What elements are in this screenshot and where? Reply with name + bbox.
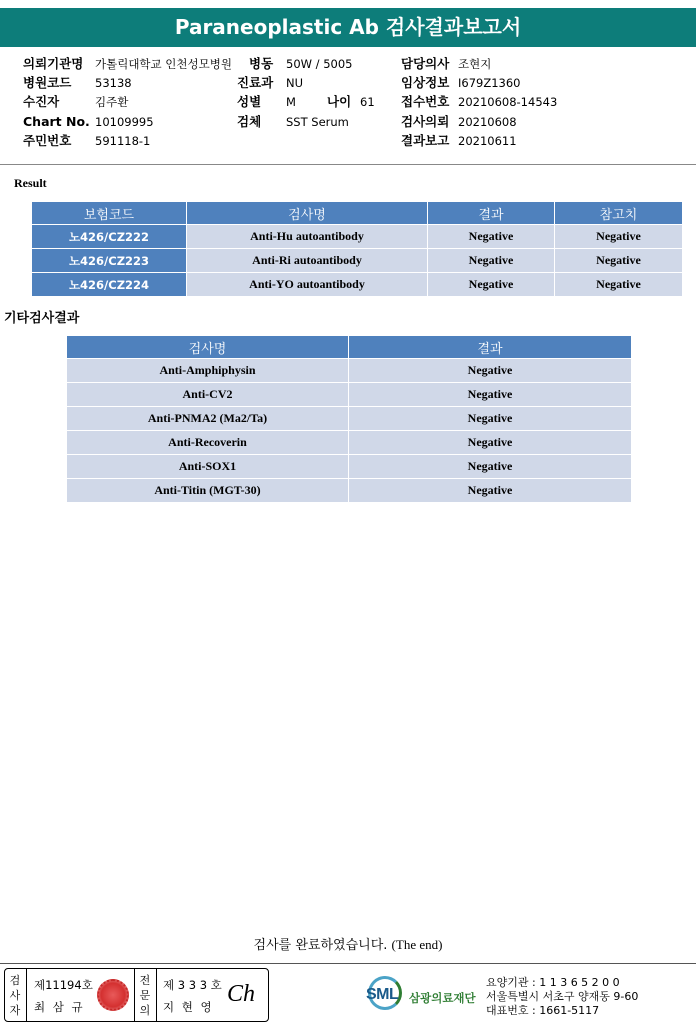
reference-value: Negative xyxy=(555,225,683,249)
report-label: 결과보고 xyxy=(401,133,450,148)
report-title: Paraneoplastic Ab 검사결과보고서 xyxy=(0,8,696,47)
other-table-header xyxy=(67,336,632,359)
other-tests-label: 기타검사결과 xyxy=(4,311,80,326)
test-name: Anti-Titin (MGT-30) xyxy=(67,479,349,503)
table-row xyxy=(67,431,632,455)
hospital-label: 의뢰기관명 xyxy=(23,56,84,71)
test-result: Negative xyxy=(349,407,632,431)
insurance-code: 노426/CZ222 xyxy=(32,225,187,249)
physician-name: 지 현 영 xyxy=(163,1000,214,1014)
lab-phone: 대표번호 : 1661-5117 xyxy=(486,1004,600,1017)
physician-label: 전문의 xyxy=(139,974,151,1017)
footer-divider xyxy=(0,963,696,964)
hospital-code-label: 병원코드 xyxy=(23,75,72,90)
result-section-label: Result xyxy=(14,176,47,190)
institution-code: 요양기관 : 1 1 3 6 5 2 0 0 xyxy=(486,976,620,989)
request-label: 검사의뢰 xyxy=(401,114,450,129)
table-row xyxy=(32,249,683,273)
test-result: Negative xyxy=(349,479,632,503)
reference-value: Negative xyxy=(555,273,683,297)
test-name: Anti-Recoverin xyxy=(67,431,349,455)
table-row xyxy=(67,455,632,479)
table-row xyxy=(67,407,632,431)
sex-value: M xyxy=(286,95,296,109)
doctor-value: 조현지 xyxy=(458,57,492,71)
column-header: 결과 xyxy=(349,336,632,359)
test-result: Negative xyxy=(349,455,632,479)
hospital-code-value: 53138 xyxy=(95,76,132,90)
id-label: 주민번호 xyxy=(23,133,72,148)
org-logo: SML xyxy=(366,986,399,1003)
other-tests-table xyxy=(66,335,632,503)
department-value: NU xyxy=(286,76,304,90)
test-result: Negative xyxy=(349,383,632,407)
column-header: 검사명 xyxy=(187,202,428,225)
org-name: 삼광의료재단 xyxy=(409,991,476,1005)
signature-box xyxy=(4,968,269,1022)
table-row xyxy=(67,479,632,503)
column-header: 결과 xyxy=(428,202,555,225)
specimen-label: 검체 xyxy=(237,114,262,129)
test-name: Anti-CV2 xyxy=(67,383,349,407)
specimen-value: SST Serum xyxy=(286,115,349,129)
end-statement xyxy=(0,934,696,953)
receipt-label: 접수번호 xyxy=(401,94,450,109)
age-label: 나이 xyxy=(327,94,352,109)
doctor-label: 담당의사 xyxy=(401,56,450,71)
end-text-english: (The end) xyxy=(391,937,443,952)
table-row xyxy=(67,359,632,383)
department-label: 진료과 xyxy=(237,75,274,90)
clinical-label: 임상정보 xyxy=(401,75,450,90)
test-name: Anti-SOX1 xyxy=(67,455,349,479)
tester-name: 최 삼 규 xyxy=(34,1000,85,1014)
physician-signature: Ch xyxy=(227,981,256,1007)
table-row xyxy=(67,383,632,407)
test-name: Anti-Ri autoantibody xyxy=(187,249,428,273)
chart-label: Chart No. xyxy=(23,114,90,129)
receipt-value: 20210608-14543 xyxy=(458,95,558,109)
test-name: Anti-Amphiphysin xyxy=(67,359,349,383)
header-divider xyxy=(0,164,696,165)
physician-license: 제 3 3 3 호 xyxy=(163,978,222,992)
test-result: Negative xyxy=(428,273,555,297)
hospital-value: 가톨릭대학교 인천성모병원 xyxy=(95,57,232,71)
report-value: 20210611 xyxy=(458,134,517,148)
id-value: 591118-1 xyxy=(95,134,151,148)
test-result: Negative xyxy=(349,359,632,383)
request-value: 20210608 xyxy=(458,115,517,129)
sex-label: 성별 xyxy=(237,94,262,109)
patient-value: 김주환 xyxy=(95,95,129,109)
end-text-korean: 검사를 완료하였습니다. xyxy=(253,938,388,953)
ward-label: 병동 xyxy=(249,56,274,71)
column-divider xyxy=(5,969,157,1021)
test-result: Negative xyxy=(349,431,632,455)
tester-license: 제11194호 xyxy=(34,978,93,992)
lab-info xyxy=(486,976,638,1018)
column-header: 참고치 xyxy=(555,202,683,225)
test-name: Anti-YO autoantibody xyxy=(187,273,428,297)
table-row xyxy=(32,225,683,249)
result-table xyxy=(31,201,683,297)
chart-value: 10109995 xyxy=(95,115,154,129)
lab-address: 서울특별시 서초구 양재동 9-60 xyxy=(486,990,639,1003)
test-name: Anti-PNMA2 (Ma2/Ta) xyxy=(67,407,349,431)
test-result: Negative xyxy=(428,249,555,273)
age-value: 61 xyxy=(360,95,375,109)
clinical-value: I679Z1360 xyxy=(458,76,521,90)
patient-label: 수진자 xyxy=(23,94,60,109)
ward-value: 50W / 5005 xyxy=(286,57,353,71)
result-table-header xyxy=(32,202,683,225)
insurance-code: 노426/CZ224 xyxy=(32,273,187,297)
insurance-code: 노426/CZ223 xyxy=(32,249,187,273)
test-name: Anti-Hu autoantibody xyxy=(187,225,428,249)
reference-value: Negative xyxy=(555,249,683,273)
table-row xyxy=(32,273,683,297)
tester-label: 검사자 xyxy=(9,974,21,1017)
test-result: Negative xyxy=(428,225,555,249)
column-header: 검사명 xyxy=(67,336,349,359)
column-header: 보험코드 xyxy=(32,202,187,225)
